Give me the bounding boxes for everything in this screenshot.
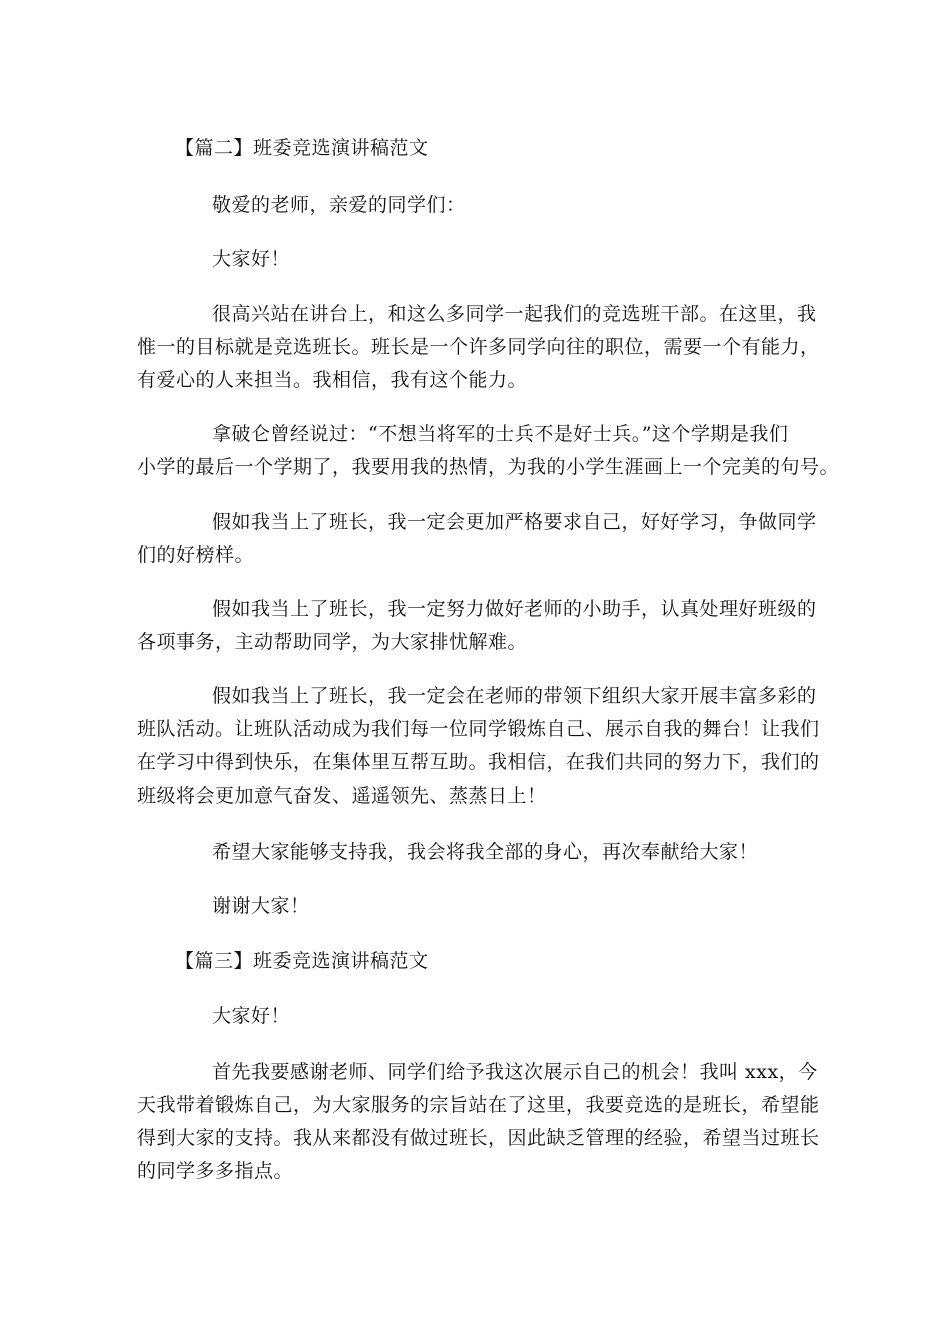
section-heading-3: 【篇三】班委竞选演讲稿范文 <box>175 950 429 972</box>
greeting: 大家好！ <box>212 248 291 270</box>
paragraph-line: 惟一的目标就是竞选班长。班长是一个许多同学向往的职位，需要一个有能力， <box>137 336 820 358</box>
paragraph-line: 很高兴站在讲台上，和这么多同学一起我们的竞选班干部。在这里，我 <box>212 303 817 325</box>
paragraph-line: 们的好榜样。 <box>137 544 255 566</box>
paragraph-line: 班级将会更加意气奋发、遥遥领先、蒸蒸日上！ <box>137 785 547 807</box>
paragraph-line: 有爱心的人来担当。我相信，我有这个能力。 <box>137 369 528 391</box>
paragraph-line: 各项事务，主动帮助同学，为大家排忧解难。 <box>137 631 528 653</box>
paragraph-line: 小学的最后一个学期了，我要用我的热情，为我的小学生涯画上一个完美的句号。 <box>137 456 840 478</box>
paragraph-line: 首先我要感谢老师、同学们给予我这次展示自己的机会！我叫 xxx，今 <box>212 1061 818 1083</box>
paragraph-line: 得到大家的支持。我从来都没有做过班长，因此缺乏管理的经验，希望当过班长 <box>137 1127 820 1149</box>
paragraph-line: 拿破仑曾经说过：“不想当将军的士兵不是好士兵。”这个学期是我们 <box>212 423 789 445</box>
paragraph-line: 的同学多多指点。 <box>137 1160 294 1182</box>
paragraph-line: 假如我当上了班长，我一定会更加严格要求自己，好好学习，争做同学 <box>212 511 817 533</box>
paragraph-line: 假如我当上了班长，我一定努力做好老师的小助手，认真处理好班级的 <box>212 598 817 620</box>
section-heading-2: 【篇二】班委竞选演讲稿范文 <box>175 137 429 159</box>
paragraph-line: 在学习中得到快乐，在集体里互帮互助。我相信，在我们共同的努力下，我们的 <box>137 751 820 773</box>
salutation: 敬爱的老师，亲爱的同学们： <box>212 194 466 216</box>
paragraph-line: 希望大家能够支持我，我会将我全部的身心，再次奉献给大家！ <box>212 841 759 863</box>
greeting: 大家好！ <box>212 1005 291 1027</box>
paragraph-line: 天我带着锻炼自己，为大家服务的宗旨站在了这里，我要竞选的是班长，希望能 <box>137 1094 820 1116</box>
paragraph-line: 班队活动。让班队活动成为我们每一位同学锻炼自己、展示自我的舞台！让我们 <box>137 718 820 740</box>
closing-thanks: 谢谢大家！ <box>212 895 310 917</box>
paragraph-line: 假如我当上了班长，我一定会在老师的带领下组织大家开展丰富多彩的 <box>212 685 817 707</box>
